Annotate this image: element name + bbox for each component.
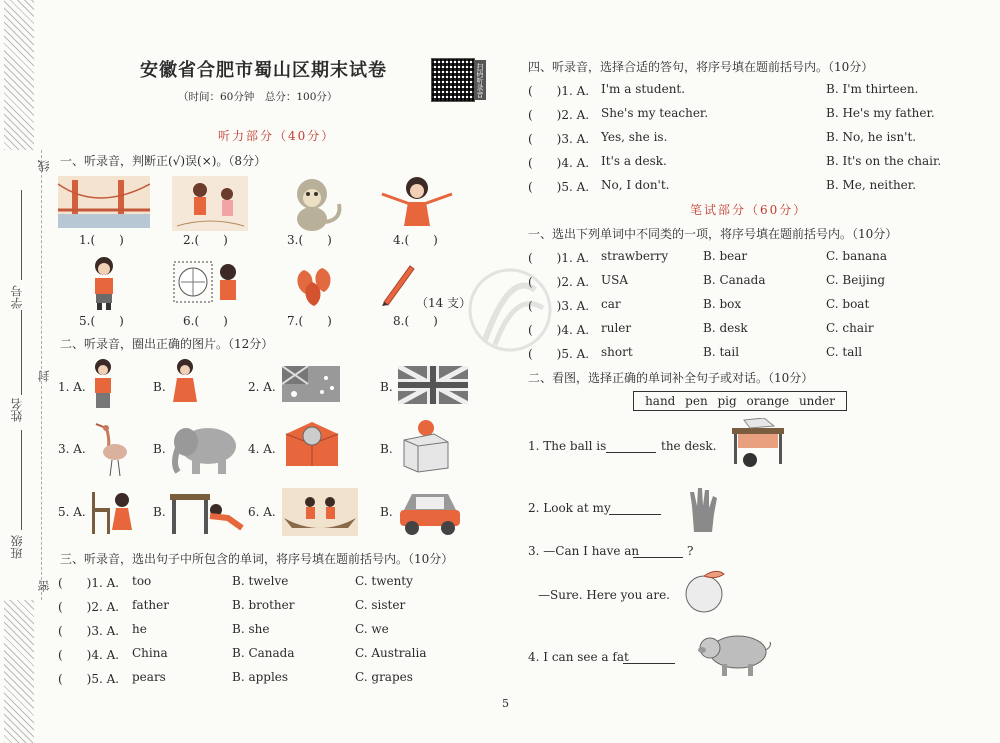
part1-item-2[interactable]: 2.( ) (183, 233, 228, 247)
part4-row5-b: B. Me, neither. (826, 178, 917, 192)
w1-row4-a: ruler (601, 321, 632, 335)
part4-row3-b: B. No, he isn't. (826, 130, 917, 144)
part1-title: 一、听录音，判断正(√)误(×)。（8分） (60, 154, 267, 168)
orange-image (682, 566, 728, 614)
part4-row4-a: It's a desk. (601, 154, 667, 168)
part1-item-6[interactable]: 6.( ) (183, 314, 228, 328)
part2-label-4b[interactable]: B. (380, 442, 393, 456)
part2-label-3b[interactable]: B. (153, 442, 166, 456)
side-label-class: 班级 (10, 535, 24, 559)
part3-row2-c: C. sister (355, 598, 406, 612)
w1-row2-a: USA (601, 273, 628, 287)
boy-under-desk-image (168, 488, 246, 536)
publisher-watermark-icon (455, 250, 565, 380)
side-label-seal: 封 (37, 370, 51, 382)
pencil-image (380, 262, 416, 306)
w1-row1-c: C. banana (826, 249, 887, 263)
strawberries-image (292, 264, 336, 308)
part2-label-4a[interactable]: 4. A. (248, 442, 276, 456)
w2-s3-start: 3. —Can I have an (528, 544, 640, 558)
part4-row2-a: She's my teacher. (601, 106, 709, 120)
girl-small-image (170, 358, 200, 410)
girl-behind-chair-image (90, 488, 138, 536)
globe-and-boy-image (172, 258, 244, 310)
w1-row3-num[interactable]: ( )3. A. (528, 299, 590, 313)
hand-image (684, 484, 724, 534)
w2-s1-start: 1. The ball is (528, 439, 607, 453)
part1-item-1[interactable]: 1.( ) (79, 233, 124, 247)
part3-row3-c: C. we (355, 622, 389, 636)
elephant-image (168, 420, 242, 476)
ball-on-box-image (398, 418, 454, 474)
w1-row2-b: B. Canada (703, 273, 766, 287)
car-image (398, 486, 462, 538)
part3-row1-b: B. twelve (232, 574, 289, 588)
golden-gate-bridge-image (58, 176, 150, 228)
desk-with-ball-image (730, 418, 786, 470)
w1-row5-c: C. tall (826, 345, 863, 359)
page-number: 5 (502, 697, 509, 710)
w1-row1-num[interactable]: ( )1. A. (528, 251, 590, 265)
part3-row2-a: father (132, 598, 169, 612)
pig-image (694, 628, 774, 678)
w1-row2-num[interactable]: ( )2. A. (528, 275, 590, 289)
w2-s2-blank[interactable] (609, 514, 661, 515)
w2-s4-blank[interactable] (623, 663, 675, 664)
part4-row1-num[interactable]: ( )1. A. (528, 84, 590, 98)
w2-s1-blank[interactable] (606, 452, 656, 453)
part3-row3-a: he (132, 622, 147, 636)
part3-row4-b: B. Canada (232, 646, 295, 660)
w1-row1-a: strawberry (601, 249, 669, 263)
part2-label-1b[interactable]: B. (153, 380, 166, 394)
part4-row2-num[interactable]: ( )2. A. (528, 108, 590, 122)
part3-row3-num[interactable]: ( )3. A. (58, 624, 120, 638)
side-label-line: 线 (37, 160, 51, 172)
part1-item-7[interactable]: 7.( ) (287, 314, 332, 328)
part3-row5-c: C. grapes (355, 670, 413, 684)
part4-row3-num[interactable]: ( )3. A. (528, 132, 590, 146)
w2-s3-question-mark: ? (687, 544, 694, 558)
student-no-field[interactable] (21, 190, 22, 280)
part4-row5-a: No, I don't. (601, 178, 670, 192)
boy-small-image (88, 358, 118, 410)
part1-item-3[interactable]: 3.( ) (287, 233, 332, 247)
part2-label-5b[interactable]: B. (153, 505, 166, 519)
part4-title: 四、听录音，选择合适的答句，将序号填在题前括号内。（10分） (528, 60, 874, 74)
part1-item-8[interactable]: 8.( ) (393, 314, 438, 328)
part3-row2-num[interactable]: ( )2. A. (58, 600, 120, 614)
part3-row1-a: too (132, 574, 152, 588)
w1-row2-c: C. Beijing (826, 273, 886, 287)
part3-row4-num[interactable]: ( )4. A. (58, 648, 120, 662)
w1-row4-num[interactable]: ( )4. A. (528, 323, 590, 337)
part3-row5-a: pears (132, 670, 166, 684)
exam-subtitle: （时间：60分钟 总分：100分） (178, 91, 338, 103)
part3-row4-c: C. Australia (355, 646, 427, 660)
part2-label-1a[interactable]: 1. A. (58, 380, 86, 394)
part3-row5-num[interactable]: ( )5. A. (58, 672, 120, 686)
part4-row1-a: I'm a student. (601, 82, 686, 96)
part4-row2-b: B. He's my father. (826, 106, 935, 120)
w1-row5-a: short (601, 345, 633, 359)
exam-title: 安徽省合肥市蜀山区期末试卷 (140, 60, 387, 81)
part4-row4-num[interactable]: ( )4. A. (528, 156, 590, 170)
qr-code-icon[interactable] (431, 58, 475, 102)
part2-label-2b[interactable]: B. (380, 380, 393, 394)
part2-label-5a[interactable]: 5. A. (58, 505, 86, 519)
w1-row3-a: car (601, 297, 621, 311)
part4-row1-b: B. I'm thirteen. (826, 82, 919, 96)
girls-playing-image (172, 176, 248, 231)
w1-row4-c: C. chair (826, 321, 874, 335)
word-bank: hand pen pig orange under (633, 391, 847, 411)
monkey-image (284, 174, 344, 232)
part3-row5-b: B. apples (232, 670, 289, 684)
name-field[interactable] (21, 310, 22, 395)
part3-row1-num[interactable]: ( )1. A. (58, 576, 120, 590)
australia-flag-image (282, 366, 340, 402)
w1-row4-b: B. desk (703, 321, 748, 335)
class-field[interactable] (21, 430, 22, 530)
w2-title: 二、看图，选择正确的单词补全句子或对话。（10分） (528, 371, 814, 385)
binding-hatch-top (4, 0, 34, 150)
part3-row3-b: B. she (232, 622, 270, 636)
w1-row3-b: B. box (703, 297, 742, 311)
part1-item-4[interactable]: 4.( ) (393, 233, 438, 247)
written-heading: 笔试部分（60分） (690, 203, 808, 217)
side-label-student-no: 学号 (10, 285, 24, 309)
part3-row4-a: China (132, 646, 168, 660)
w1-row3-c: C. boat (826, 297, 870, 311)
listening-heading: 听力部分（40分） (218, 129, 336, 143)
w1-row5-b: B. tail (703, 345, 740, 359)
part2-label-6a[interactable]: 6. A. (248, 505, 276, 519)
part3-row2-b: B. brother (232, 598, 295, 612)
w1-title: 一、选出下列单词中不同类的一项，将序号填在题前括号内。（10分） (528, 227, 898, 241)
people-in-boat-image (282, 488, 358, 536)
qr-label: 扫码听录音 (474, 60, 486, 100)
part2-title: 二、听录音，圈出正确的图片。（12分） (60, 337, 274, 351)
boy-image (86, 256, 122, 310)
w2-s4-start: 4. I can see a fat (528, 650, 629, 664)
part2-label-2a[interactable]: 2. A. (248, 380, 276, 394)
w2-s1-end: the desk. (661, 439, 717, 453)
w1-row5-num[interactable]: ( )5. A. (528, 347, 590, 361)
w1-row1-b: B. bear (703, 249, 748, 263)
side-label-name: 姓名 (10, 398, 24, 422)
binding-hatch-bottom (4, 600, 34, 743)
part4-row5-num[interactable]: ( )5. A. (528, 180, 590, 194)
ball-in-box-image (282, 418, 340, 472)
w2-s3-reply: —Sure. Here you are. (538, 588, 670, 602)
pencil-count-note: （14 支） (416, 296, 472, 310)
part2-label-3a[interactable]: 3. A. (58, 442, 86, 456)
part3-title: 三、听录音，选出句子中所包含的单词，将序号填在题前括号内。（10分） (60, 552, 454, 566)
w2-s3-blank[interactable] (633, 557, 683, 558)
part4-row4-b: B. It's on the chair. (826, 154, 942, 168)
part4-row3-a: Yes, she is. (601, 130, 668, 144)
crane-bird-image (90, 418, 132, 476)
girl-arms-open-image (380, 174, 454, 232)
w2-s2-start: 2. Look at my (528, 501, 611, 515)
side-label-secret: 密 (37, 580, 51, 592)
part2-label-6b[interactable]: B. (380, 505, 393, 519)
part1-item-5[interactable]: 5.( ) (79, 314, 124, 328)
part3-row1-c: C. twenty (355, 574, 413, 588)
